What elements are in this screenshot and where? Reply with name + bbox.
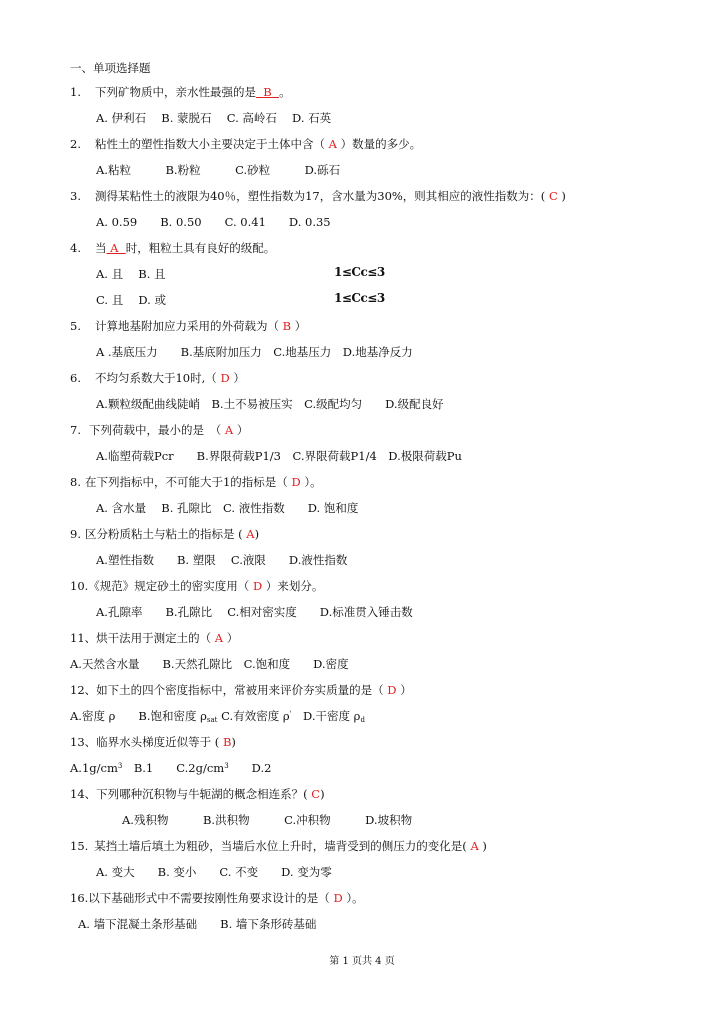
question-text: 下列荷载中，最小的是 （ [88,423,222,437]
question-text: 当 [94,241,107,255]
answer: A [110,241,119,255]
question-1-options: A. 伊利石 B. 蒙脱石 C. 高岭石 D. 石英 [96,111,332,125]
question-text: 下列哪种沉积物与牛轭湖的概念相连系？( [96,787,308,801]
question-text: 临界水头梯度近似等于 ( [96,735,220,749]
question-text: 区分粉质粘土与粘土的指标是 ( [84,527,243,541]
question-1: 1. 下列矿物质中，亲水性最强的是 B 。 [70,85,291,99]
answer: B [222,735,232,749]
formula-cc-range: 1≤Cc≤3 [334,265,385,279]
question-text: 不均匀系数大于10时,（ [94,371,217,385]
answer: D [291,475,301,489]
question-15: 15. 某挡土墙后填土为粗砂，当墙后水位上升时，墙背受到的侧压力的变化是( A ) [70,839,487,853]
question-text: 烘干法用于测定土的（ [96,631,212,645]
question-8-options: A. 含水量 B. 孔隙比 C. 液性指数 D. 饱和度 [96,501,359,515]
question-9-options: A.塑性指数 B. 塑限 C.液限 D.液性指数 [96,553,348,567]
section-title: 一、单项选择题 [70,61,151,75]
formula-cc-range-2: 1≤Cc≤3 [334,291,385,305]
answer: C [311,787,321,801]
question-16: 16.以下基础形式中不需要按刚性角要求设计的是（ D ）。 [70,891,364,905]
question-10-options: A.孔隙率 B.孔隙比 C.相对密实度 D.标准贯入锤击数 [96,605,413,619]
answer: D [333,891,343,905]
answer: D [220,371,230,385]
question-14-options: A.残积物 B.洪积物 C.冲积物 D.坡积物 [122,813,413,827]
question-8: 8. 在下列指标中，不可能大于1的指标是（ D ）。 [70,475,322,489]
answer: D [387,683,397,697]
question-text: 下列矿物质中，亲水性最强的是 [94,85,256,99]
question-text: 以下基础形式中不需要按刚性角要求设计的是（ [88,891,330,905]
question-text: 如下土的四个密度指标中，常被用来评价夯实质量的是（ [96,683,384,697]
question-16-options: A. 墙下混凝土条形基础 B. 墙下条形砖基础 [78,917,317,931]
question-text: 在下列指标中，不可能大于1的指标是（ [84,475,288,489]
question-5-options: A .基底压力 B.基底附加压力 C.地基压力 D.地基净反力 [96,345,413,359]
question-text: 《规范》规定砂土的密实度用（ [88,579,250,593]
answer: A [214,631,224,645]
question-13: 13、临界水头梯度近似等于 ( B) [70,735,236,749]
answer: A [246,527,255,541]
question-5: 5. 计算地基附加应力采用的外荷载为（ B ） [70,319,307,333]
answer: A [224,423,234,437]
question-12-options: A.密度 ρ B.饱和密度 $\rho_{sat}$ C.有效密度 ρ' D.干密度 $\rho_d$ [70,709,365,724]
question-14: 14、下列哪种沉积物与牛轭湖的概念相连系？( C) [70,787,325,801]
page-footer: 第 1 页共 4 页 [329,956,395,967]
answer: D [252,579,263,593]
question-6-options: A.颗粒级配曲线陡峭 B.土不易被压实 C.级配均匀 D.级配良好 [96,397,444,411]
answer: B [263,85,272,99]
question-number: 1. [70,85,81,99]
answer: A [328,137,337,151]
question-4-options-cd: C. 且 D. 或 [96,293,166,307]
question-2-options: A.粘粒 B.粉粒 C.砂粒 D.砾石 [96,163,341,177]
question-text: 某挡土墙后填土为粗砂，当墙后水位上升时，墙背受到的侧压力的变化是( [94,839,467,853]
question-text: 粘性土的塑性指数大小主要决定于土体中含（ [94,137,325,151]
question-11: 11、烘干法用于测定土的（ A ） [70,631,239,645]
question-10: 10.《规范》规定砂土的密实度用（ D ）来划分。 [70,579,324,593]
question-13-options: $A.1g/cm^3$ B.1 $C.2g/cm^3$ D.2 [70,761,272,775]
question-2: 2. 粘性土的塑性指数大小主要决定于土体中含（ A ）数量的多少。 [70,137,422,151]
question-4-options-ab: A. 且 B. 且 [96,267,166,281]
answer: A [470,839,479,853]
question-9: 9. 区分粉质粘土与粘土的指标是 ( A) [70,527,260,541]
answer: B [282,319,292,333]
question-4: 4. 当 A 时，粗粒土具有良好的级配。 [70,241,276,255]
question-3: 3. 测得某粘性土的液限为40％，塑性指数为17，含水量为30%，则其相应的液性指数为：( C ) [70,189,566,203]
question-text: 计算地基附加应力采用的外荷载为（ [94,319,279,333]
question-3-options: A. 0.59 B. 0.50 C. 0.41 D. 0.35 [96,215,331,229]
question-7-options: A.临塑荷载Pcr B.界限荷载P1/3 C.界限荷载P1/4 D.极限荷载Pu [96,449,462,463]
question-12: 12、如下土的四个密度指标中，常被用来评价夯实质量的是（ D ） [70,683,412,697]
question-text: 测得某粘性土的液限为40％，塑性指数为17，含水量为30%，则其相应的液性指数为：( [94,189,546,203]
question-7: 7. 下列荷载中，最小的是 （ A ） [70,423,249,437]
answer: C [548,189,558,203]
question-15-options: A. 变大 B. 变小 C. 不变 D. 变为零 [96,865,332,879]
question-11-options: A.天然含水量 B.天然孔隙比 C.饱和度 D.密度 [70,657,349,671]
question-6: 6. 不均匀系数大于10时,（ D ） [70,371,245,385]
